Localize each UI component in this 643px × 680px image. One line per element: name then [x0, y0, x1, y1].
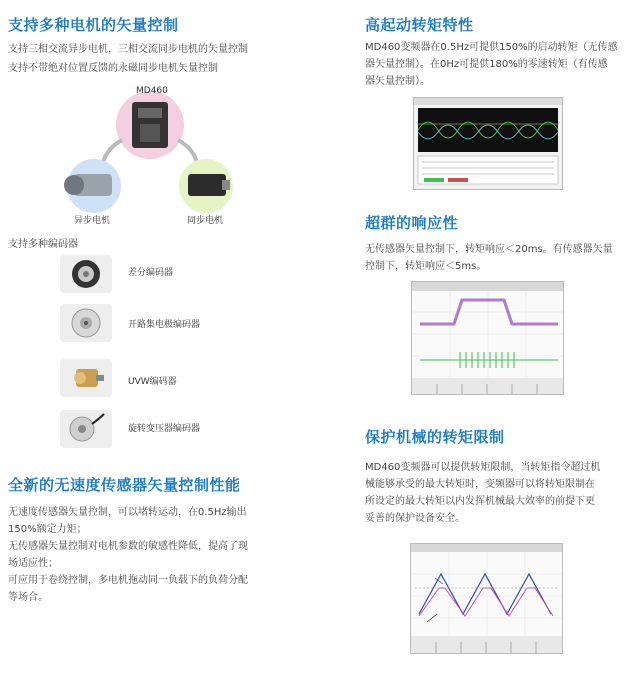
drive-label: MD460	[136, 86, 168, 96]
resolver-encoder-image	[60, 410, 112, 448]
protect-title: 保护机械的转矩限制	[365, 428, 505, 446]
sensorless-line: 可应用于卷绕控制，多电机拖动同一负载下的负荷分配	[8, 575, 248, 586]
sync-motor-image	[188, 174, 226, 196]
vector-line-1: 支持三相交流异步电机，三相交流同步电机的矢量控制	[8, 44, 248, 55]
torque-line: MD460变频器在0.5Hz可提供150%的启动转矩（无传感	[365, 42, 618, 53]
sensorless-text	[8, 504, 288, 606]
protect-text	[365, 459, 637, 527]
response-line: 控制下，转矩响应＜5ms。	[365, 261, 487, 272]
torque-line: 器矢量控制）。	[365, 76, 430, 87]
open-collector-encoder-image	[60, 304, 112, 342]
vector-line-2: 支持不带绝对位置反馈的永磁同步电机矢量控制	[8, 63, 218, 74]
response-scope-screenshot	[411, 281, 564, 395]
vector-control-title: 支持多种电机的矢量控制	[8, 16, 179, 34]
sensorless-line: 150%额定力矩；	[8, 524, 87, 535]
encoder-label-differential: 差分编码器	[128, 268, 174, 278]
protect-line: 械能够承受的最大转矩时，变频器可以将转矩限制在	[365, 479, 595, 490]
sensorless-line: 场适应性；	[8, 558, 58, 569]
encoder-label-uvw: UVW编码器	[128, 377, 177, 387]
protect-line: 所设定的最大转矩以内发挥机械最大效率的前提下更	[365, 496, 595, 507]
motor-diagram	[60, 80, 240, 230]
encoder-label-resolver: 旋转变压器编码器	[128, 424, 201, 434]
response-title: 超群的响应性	[365, 214, 459, 232]
torque-scope-screenshot	[413, 97, 563, 190]
uvw-encoder-image	[60, 359, 112, 397]
sensorless-line: 无传感器矢量控制对电机参数的敏感性降低，提高了现	[8, 541, 248, 552]
differential-encoder-image	[60, 255, 112, 293]
torque-line: 器矢量控制）。在0Hz可提供180%的零速转矩（有传感	[365, 59, 608, 70]
encoder-label-open-collector: 开路集电极编码器	[128, 320, 201, 330]
protect-line: 妥善的保护设备安全。	[365, 513, 465, 524]
response-text	[365, 241, 637, 275]
sensorless-title: 全新的无速度传感器矢量控制性能	[8, 476, 241, 494]
protect-line: MD460变频器可以提供转矩限制，当转矩指令超过机	[365, 462, 601, 473]
sensorless-line: 无速度传感器矢量控制，可以堵转运动，在0.5Hz输出	[8, 507, 247, 518]
torque-title: 高起动转矩特性	[365, 16, 474, 34]
motor-diagram-svg	[60, 80, 240, 230]
sync-motor-label: 同步电机	[187, 216, 224, 226]
response-line: 无传感器矢量控制下，转矩响应＜20ms。有传感器矢量	[365, 244, 613, 255]
torque-limit-scope-screenshot	[410, 543, 563, 654]
sensorless-line: 等场合。	[8, 592, 48, 603]
async-motor-label: 异步电机	[74, 216, 111, 226]
torque-text	[365, 39, 637, 90]
encoders-title: 支持多种编码器	[8, 239, 78, 250]
